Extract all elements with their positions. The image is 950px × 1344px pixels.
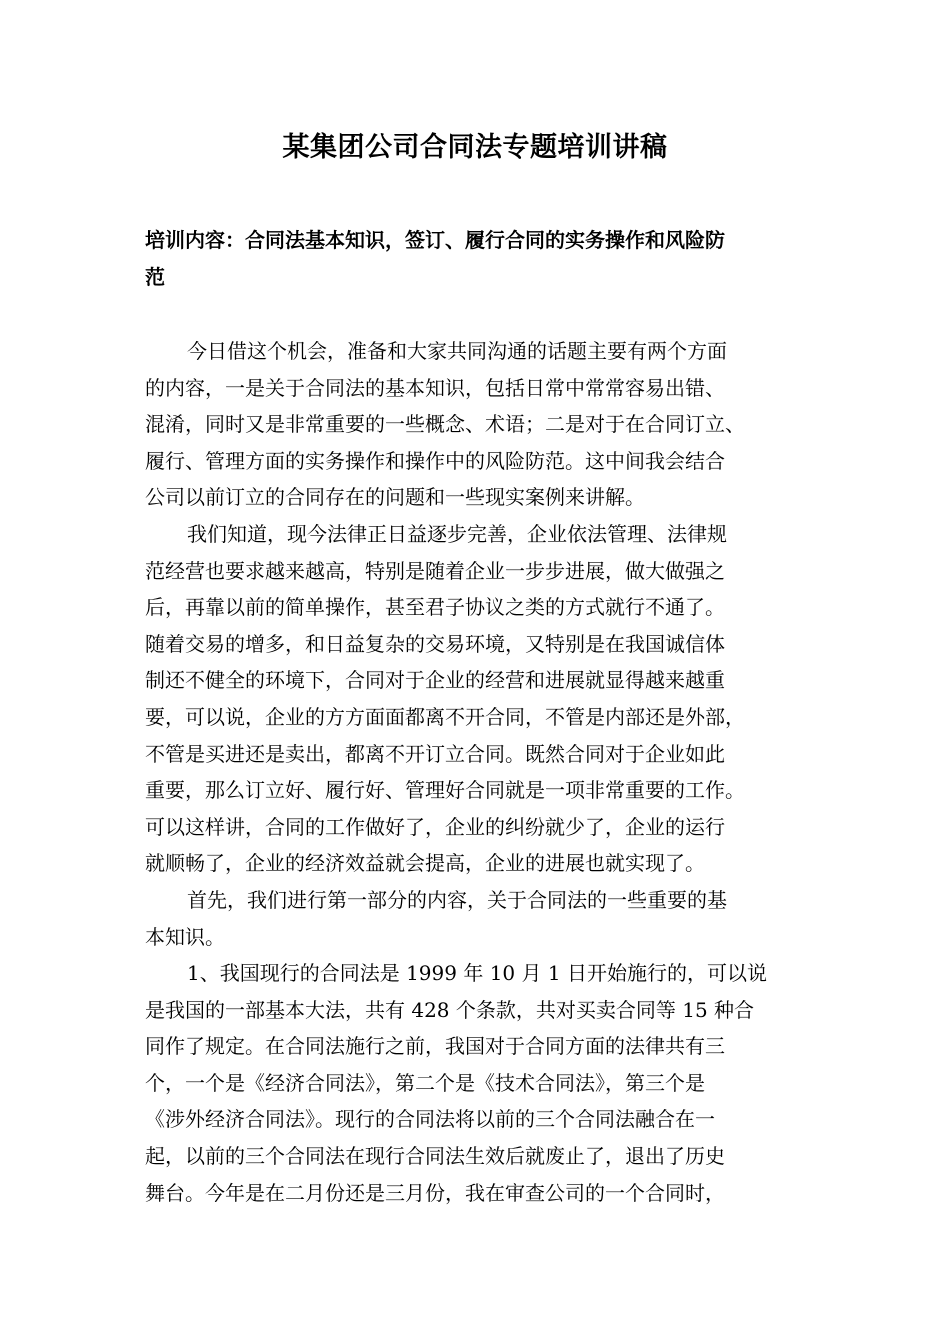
paragraph-line: 舞台。今年是在二月份还是三月份，我在审查公司的一个合同时， bbox=[145, 1180, 725, 1205]
paragraph-line: 个，一个是《经济合同法》，第二个是《技术合同法》，第三个是 bbox=[145, 1070, 705, 1095]
paragraph-line: 今日借这个机会，准备和大家共同沟通的话题主要有两个方面 bbox=[187, 339, 727, 363]
paragraph-line: 我们知道，现今法律正日益逐步完善，企业依法管理、法律规 bbox=[187, 521, 727, 546]
paragraph-line: 就顺畅了，企业的经济效益就会提高，企业的进展也就实现了。 bbox=[145, 851, 705, 876]
paragraph-line: 范经营也要求越来越高，特别是随着企业一步步进展，做大做强之 bbox=[145, 558, 725, 583]
paragraph-line: 1、我国现行的合同法是 1999 年 10 月 1 日开始施行的，可以说 bbox=[187, 961, 767, 986]
subtitle-line: 范 bbox=[145, 264, 165, 289]
subtitle-line: 培训内容：合同法基本知识，签订、履行合同的实务操作和风险防 bbox=[145, 228, 725, 252]
paragraph-line: 履行、管理方面的实务操作和操作中的风险防范。这中间我会结合 bbox=[145, 448, 725, 473]
paragraph-line: 同作了规定。在合同法施行之前，我国对于合同方面的法律共有三 bbox=[145, 1034, 725, 1059]
paragraph-line: 本知识。 bbox=[145, 924, 225, 949]
document-title: 某集团公司合同法专题培训讲稿 bbox=[282, 132, 668, 163]
paragraph-line: 重要，那么订立好、履行好、管理好合同就是一项非常重要的工作。 bbox=[145, 778, 745, 803]
paragraph-line: 可以这样讲，合同的工作做好了，企业的纠纷就少了，企业的运行 bbox=[145, 814, 725, 839]
paragraph-line: 公司以前订立的合同存在的问题和一些现实案例来讲解。 bbox=[145, 485, 645, 510]
paragraph-line: 起，以前的三个合同法在现行合同法生效后就废止了，退出了历史 bbox=[145, 1144, 725, 1169]
paragraph-line: 随着交易的增多，和日益复杂的交易环境，又特别是在我国诚信体 bbox=[145, 631, 725, 656]
paragraph-line: 要，可以说，企业的方方面面都离不开合同，不管是内部还是外部， bbox=[145, 704, 745, 729]
paragraph-line: 后，再靠以前的简单操作，甚至君子协议之类的方式就行不通了。 bbox=[145, 595, 725, 620]
document-body bbox=[145, 333, 825, 1211]
paragraph-line: 不管是买进还是卖出，都离不开订立合同。既然合同对于企业如此 bbox=[145, 741, 725, 766]
document-subtitle bbox=[145, 222, 813, 295]
paragraph-line: 是我国的一部基本大法，共有 428 个条款，共对买卖合同等 15 种合 bbox=[145, 997, 755, 1022]
paragraph-line: 的内容，一是关于合同法的基本知识，包括日常中常常容易出错、 bbox=[145, 375, 725, 400]
paragraph-line: 《涉外经济合同法》。现行的合同法将以前的三个合同法融合在一 bbox=[145, 1107, 715, 1132]
paragraph-line: 混淆，同时又是非常重要的一些概念、术语；二是对于在合同订立、 bbox=[145, 412, 745, 437]
paragraph-line: 首先，我们进行第一部分的内容，关于合同法的一些重要的基 bbox=[187, 887, 727, 912]
paragraph-line: 制还不健全的环境下，合同对于企业的经营和进展就显得越来越重 bbox=[145, 668, 725, 693]
